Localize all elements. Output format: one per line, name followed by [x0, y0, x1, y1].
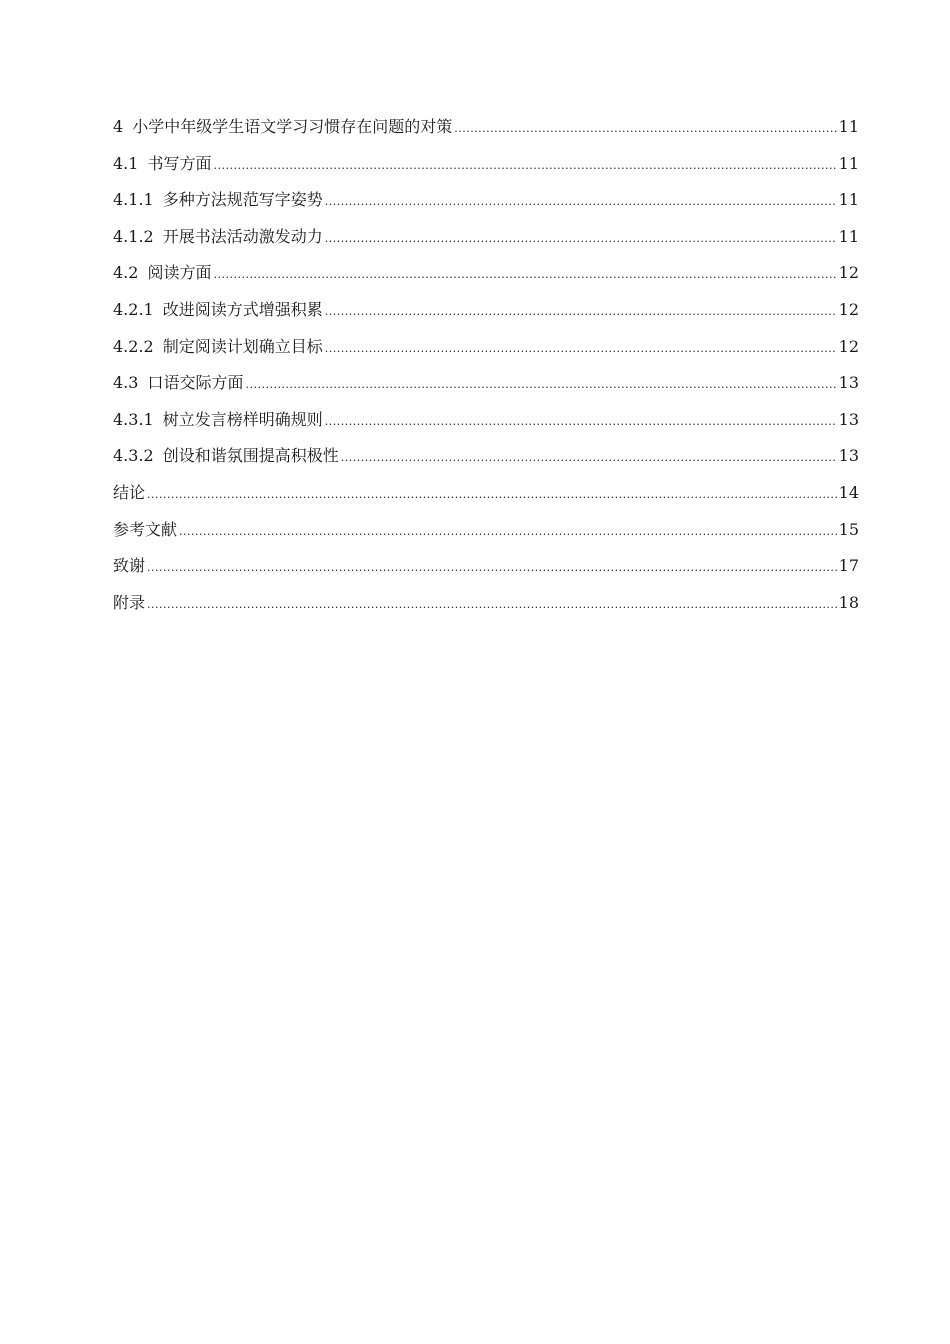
- toc-entry-page: 11: [838, 153, 859, 173]
- toc-entry-title: 书写方面: [147, 153, 212, 173]
- toc-entry-title: 改进阅读方式增强积累: [162, 299, 323, 319]
- toc-dot-leader: [325, 336, 837, 362]
- toc-entry-title: 多种方法规范写字姿势: [162, 190, 323, 210]
- toc-entry-page: 11: [838, 117, 859, 136]
- toc-dot-leader: [325, 226, 837, 252]
- toc-entry[interactable]: [113, 370, 859, 407]
- toc-entry[interactable]: [113, 224, 859, 261]
- toc-entry-page: 14: [838, 482, 859, 502]
- toc-dot-leader: [179, 519, 837, 545]
- toc-entry[interactable]: [113, 187, 859, 224]
- toc-entry-title: 口语交际方面: [147, 373, 244, 393]
- toc-entry-page: 13: [838, 373, 859, 393]
- toc-dot-leader: [325, 189, 837, 215]
- toc-entry-number: 4.1.2: [113, 226, 154, 246]
- toc-entry-page: 13: [838, 446, 859, 466]
- toc-dot-leader: [213, 262, 836, 288]
- toc-dot-leader: [341, 445, 837, 471]
- toc-entry-title: 小学中年级学生语文学习习惯存在问题的对策: [132, 117, 453, 136]
- toc-entry-page: 12: [838, 299, 859, 319]
- toc-entry-title: 附录: [113, 592, 146, 612]
- toc-entry-number: 4: [113, 117, 124, 136]
- toc-entry[interactable]: [113, 297, 859, 334]
- toc-entry-number: 4.3: [113, 373, 139, 393]
- toc-dot-leader: [147, 482, 837, 508]
- toc-entry-title: 开展书法活动激发动力: [162, 226, 323, 246]
- table-of-contents: [113, 114, 859, 626]
- toc-entry[interactable]: [113, 553, 859, 590]
- toc-entry-number: 4.3.2: [113, 446, 154, 466]
- toc-entry-number: 4.2.2: [113, 336, 154, 356]
- toc-entry[interactable]: [113, 260, 859, 297]
- toc-dot-leader: [325, 409, 837, 435]
- toc-entry-title: 致谢: [113, 556, 146, 576]
- toc-entry[interactable]: [113, 480, 859, 517]
- toc-entry-title: 参考文献: [113, 519, 178, 539]
- toc-dot-leader: [454, 116, 836, 142]
- toc-dot-leader: [213, 153, 836, 179]
- toc-entry-page: 17: [838, 556, 859, 576]
- toc-entry-page: 18: [838, 592, 859, 612]
- toc-entry[interactable]: [113, 407, 859, 444]
- toc-entry[interactable]: [113, 151, 859, 188]
- toc-entry-title: 树立发言榜样明确规则: [162, 409, 323, 429]
- toc-entry-title: 创设和谐氛围提高积极性: [162, 446, 339, 466]
- toc-entry-number: 4.1.1: [113, 190, 154, 210]
- toc-entry-number: 4.2: [113, 263, 139, 283]
- toc-dot-leader: [147, 555, 837, 581]
- toc-entry-page: 13: [838, 409, 859, 429]
- toc-entry-page: 12: [838, 263, 859, 283]
- toc-entry-number: 4.2.1: [113, 299, 154, 319]
- toc-dot-leader: [245, 372, 836, 398]
- toc-entry-page: 12: [838, 336, 859, 356]
- toc-entry-title: 制定阅读计划确立目标: [162, 336, 323, 356]
- toc-entry[interactable]: [113, 590, 859, 627]
- toc-entry-number: 4.3.1: [113, 409, 154, 429]
- toc-dot-leader: [147, 592, 837, 618]
- toc-entry-page: 11: [838, 190, 859, 210]
- toc-dot-leader: [325, 299, 837, 325]
- toc-entry-title: 阅读方面: [147, 263, 212, 283]
- toc-entry[interactable]: [113, 334, 859, 371]
- toc-entry[interactable]: [113, 443, 859, 480]
- toc-entry[interactable]: [113, 114, 859, 151]
- toc-entry[interactable]: [113, 517, 859, 554]
- toc-entry-title: 结论: [113, 482, 146, 502]
- toc-entry-number: 4.1: [113, 153, 139, 173]
- toc-entry-page: 15: [838, 519, 859, 539]
- toc-entry-page: 11: [838, 226, 859, 246]
